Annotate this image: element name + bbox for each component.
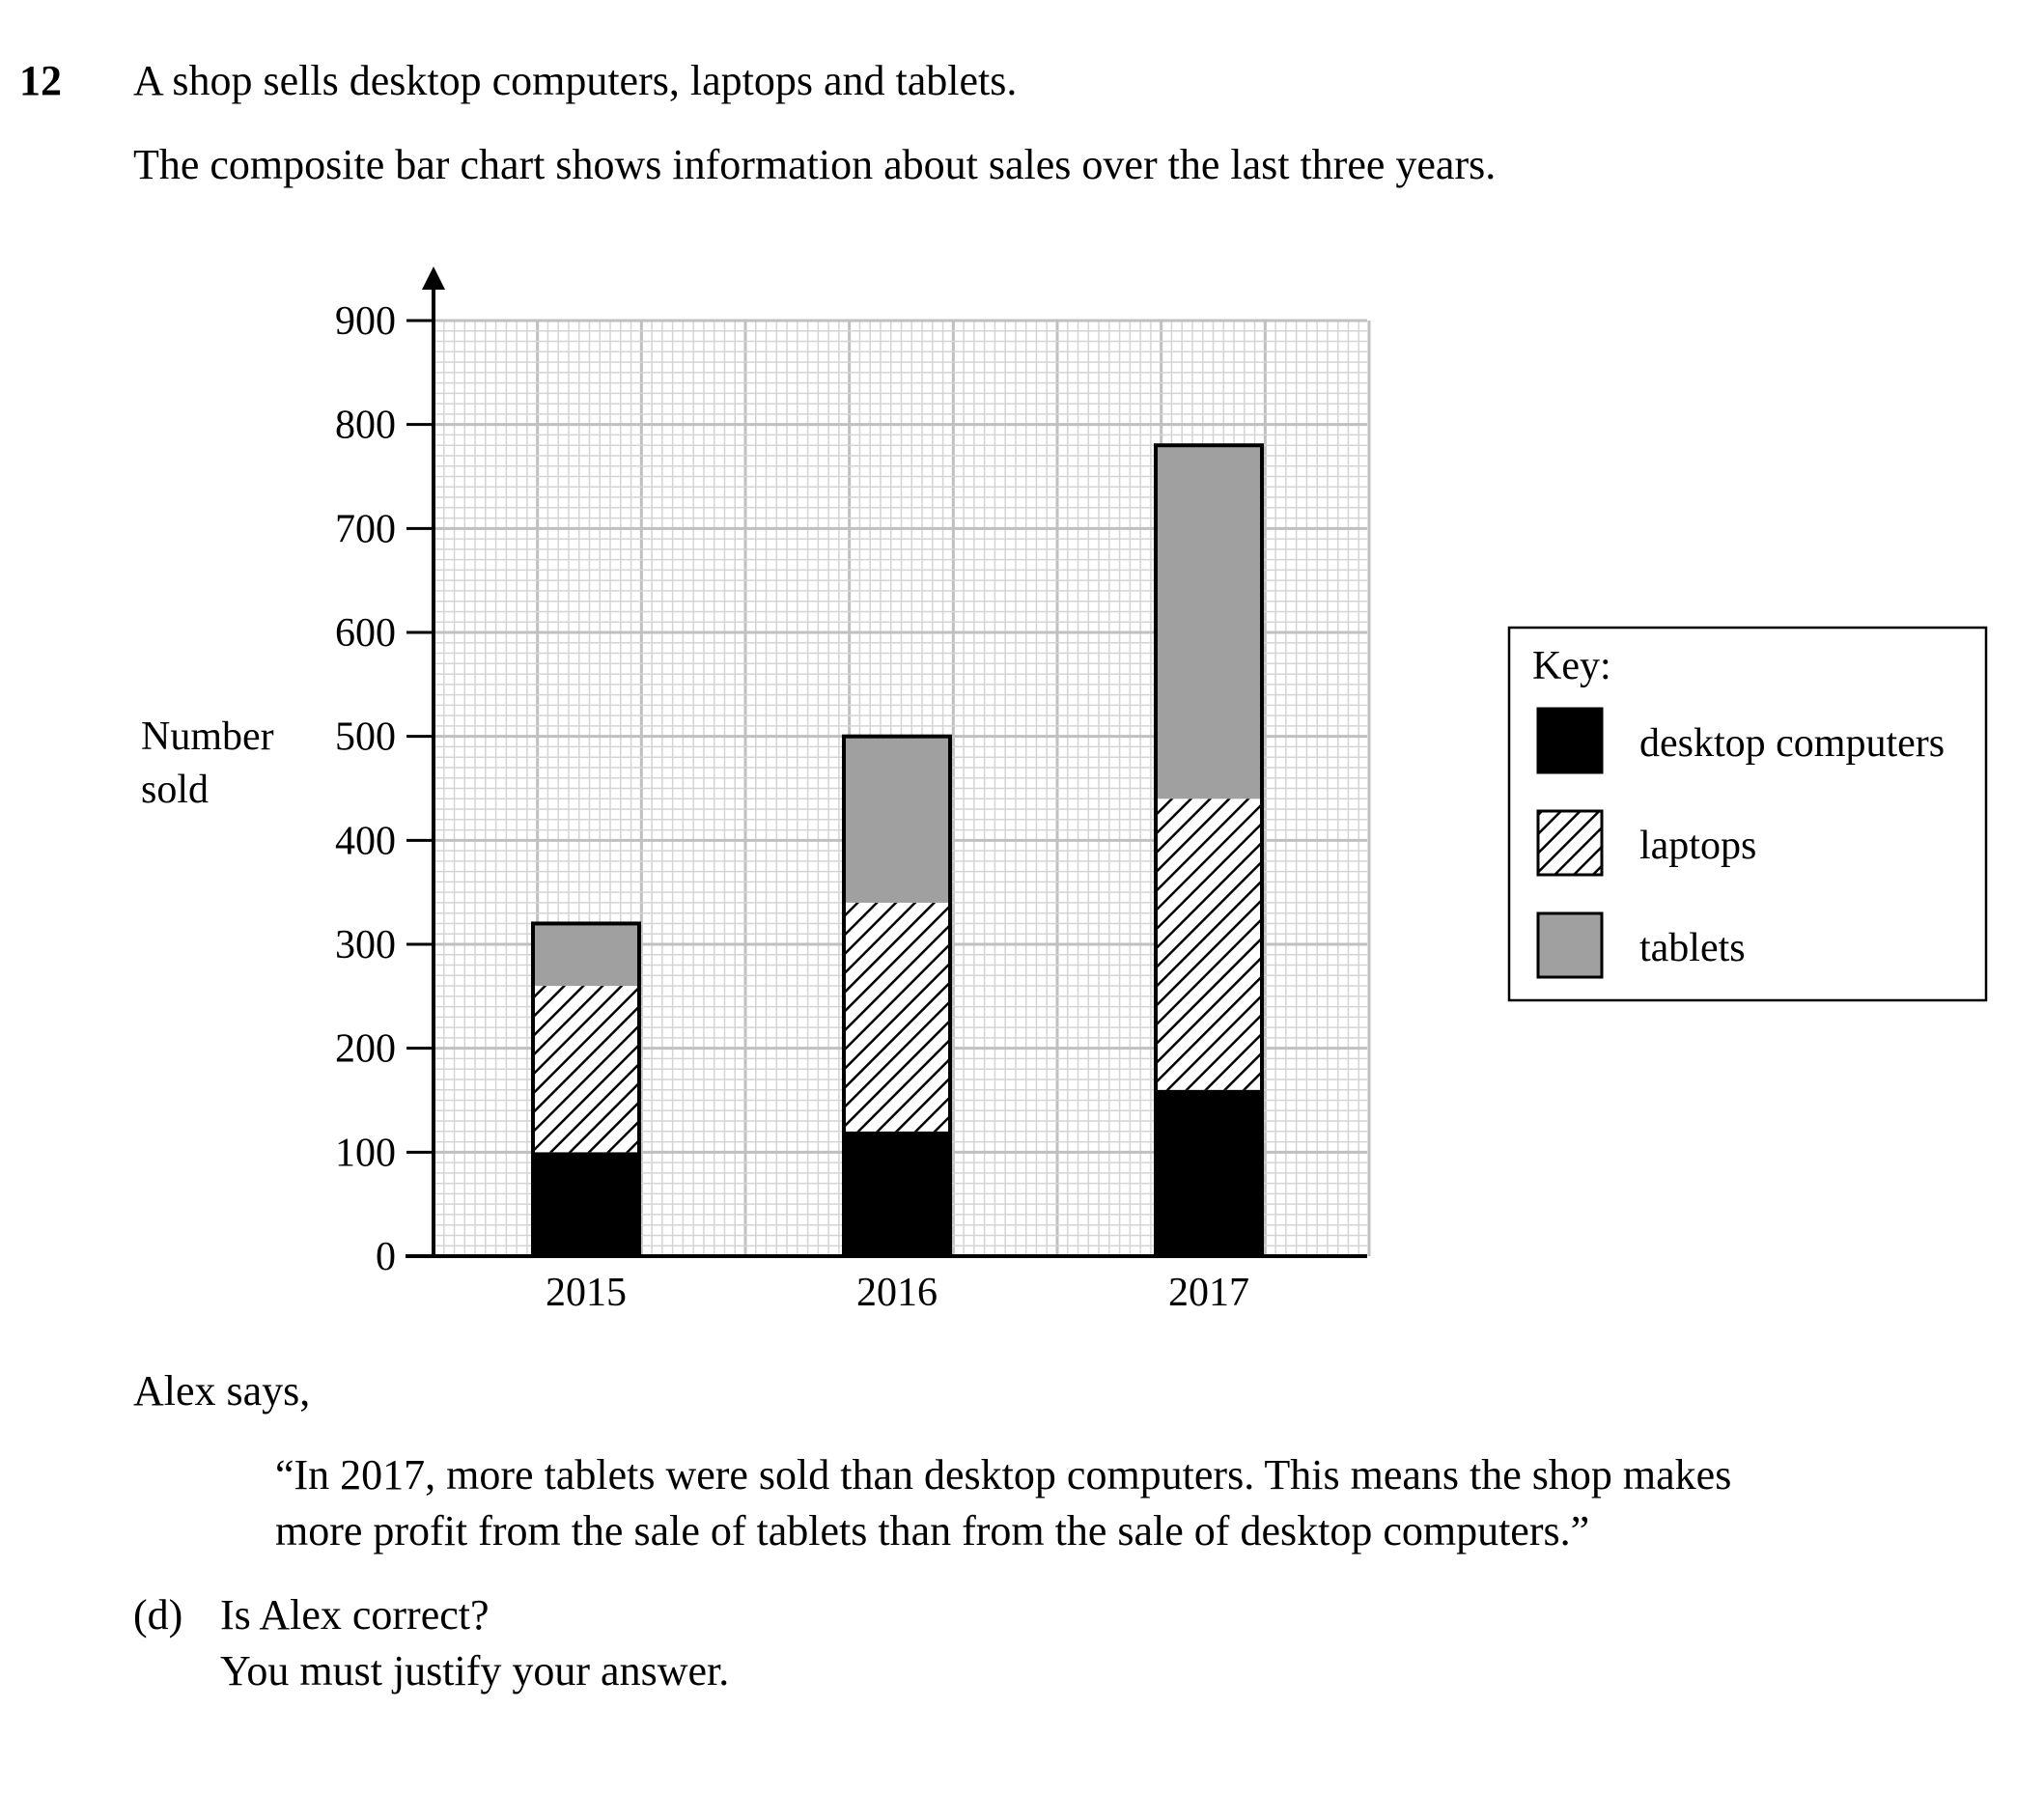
y-tick-label: 200 [335,1026,396,1072]
y-tick-label: 600 [335,611,396,656]
y-axis-label-line-2: sold [141,768,210,812]
alex-quote-line-2: more profit from the sale of tablets than from the sale of desktop computers.” [275,1507,1590,1555]
bar-segment-desktop-computers-2017 [1156,1090,1262,1256]
bar-segment-tablets-2015 [533,923,639,986]
y-axis-label-line-1: Number [141,714,274,759]
legend-swatch-laptops [1538,811,1602,875]
alex-quote-line-1: “In 2017, more tablets were sold than desktop computers. This means the shop makes [275,1451,1732,1499]
bar-segment-laptops-2016 [844,903,950,1132]
bar-segment-tablets-2016 [844,737,950,903]
y-axis-arrow [422,266,445,290]
bar-segment-tablets-2017 [1156,445,1262,798]
part-label-text: (d) [133,1591,183,1639]
legend-swatch-desktop [1538,709,1602,772]
y-tick-label: 300 [335,923,396,967]
x-axis-labels [546,1271,1249,1315]
chart-legend [1509,628,1986,1000]
legend-swatch-tablets [1538,913,1602,977]
y-tick-label: 400 [335,819,396,864]
part-question-line-1: Is Alex correct? [220,1591,490,1639]
bar-segment-laptops-2017 [1156,798,1262,1089]
y-tick-label: 800 [335,403,396,448]
y-tick-label: 100 [335,1131,396,1176]
x-tick-label-2015: 2015 [546,1271,627,1315]
y-tick-label: 700 [335,507,396,552]
part-label [133,1590,182,1641]
y-tick-label: 900 [335,299,396,344]
legend-title: Key: [1532,644,1611,688]
bar-segment-desktop-computers-2016 [844,1132,950,1256]
part-question-line-2: You must justify your answer. [220,1647,730,1695]
bar-segment-desktop-computers-2015 [533,1152,639,1256]
x-tick-label-2016: 2016 [856,1271,938,1315]
y-tick-label: 500 [335,714,396,760]
question-number: 12 [19,57,62,104]
y-axis-ticks [335,299,434,1279]
y-tick-label: 0 [376,1235,396,1279]
intro-text-line-2: The composite bar chart shows information about sales over the last three years. [133,141,1497,188]
alex-says-text: Alex says, [133,1367,311,1415]
intro-text-line-1: A shop sells desktop computers, laptops and tablets. [133,57,1018,104]
legend-label-laptops: laptops [1639,824,1757,868]
legend-label-tablets: tablets [1639,926,1746,970]
x-tick-label-2017: 2017 [1168,1271,1249,1315]
legend-label-desktop: desktop computers [1639,721,1946,766]
bar-segment-laptops-2015 [533,986,639,1152]
